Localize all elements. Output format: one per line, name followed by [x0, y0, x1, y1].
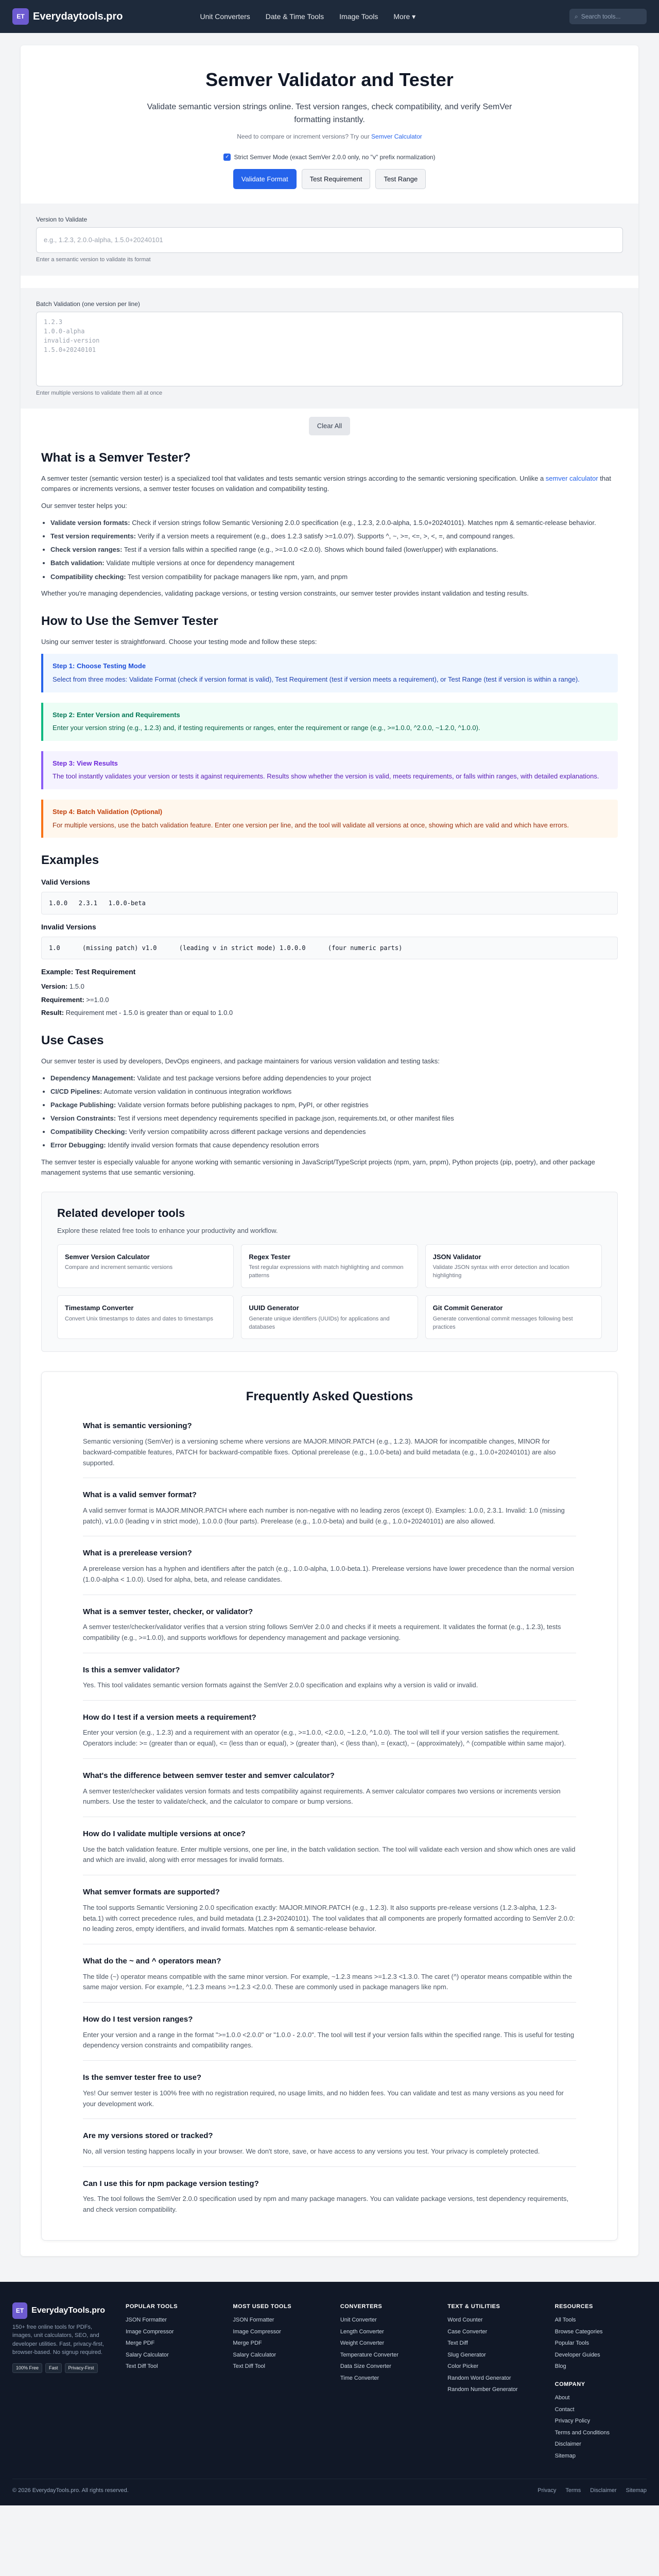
card-desc: Validate JSON syntax with error detection and location highlighting — [432, 1264, 569, 1279]
list-item — [50, 1113, 618, 1124]
list-item-bold: Package Publishing: — [50, 1101, 116, 1109]
related-card-semver-calculator[interactable] — [57, 1244, 234, 1288]
footer-link[interactable]: Text Diff Tool — [233, 2363, 265, 2370]
faq-question[interactable]: Is the semver tester free to use? — [83, 2073, 202, 2082]
footer-bottom — [12, 2479, 647, 2495]
version-input-label: Version to Validate — [36, 216, 88, 224]
faq-question[interactable]: What is a prerelease version? — [83, 1549, 192, 1558]
examples-heading: Examples — [41, 853, 99, 868]
faq-item — [83, 1665, 576, 1701]
example-key: Requirement: — [41, 995, 84, 1004]
faq-item — [83, 1956, 576, 2003]
list-item — [50, 1140, 618, 1150]
footer-column — [340, 2302, 432, 2464]
related-heading: Related developer tools — [57, 1207, 185, 1220]
footer-link[interactable]: All Tools — [554, 2317, 576, 2324]
related-intro: Explore these related free tools to enhance your productivity and workflow. — [57, 1227, 278, 1235]
footer-column-heading: COMPANY — [554, 2381, 585, 2387]
footer-link[interactable]: Word Counter — [447, 2317, 483, 2324]
faq-question[interactable]: Can I use this for npm package version testing? — [83, 2179, 259, 2188]
faq-item — [83, 2014, 576, 2061]
batch-textarea[interactable]: 1.2.3 1.0.0-alpha invalid-version 1.5.0+20240101 — [36, 312, 623, 386]
list-item-bold: Version Constraints: — [50, 1114, 116, 1123]
footer-link[interactable]: Merge PDF — [126, 2340, 155, 2347]
faq-item — [83, 1489, 576, 1536]
related-card-uuid-generator[interactable] — [241, 1295, 418, 1339]
footer-link[interactable]: Sitemap — [554, 2452, 576, 2459]
step-4-box — [41, 800, 618, 838]
step-title: Step 1: Choose Testing Mode — [53, 662, 146, 670]
clear-all-button[interactable]: Clear All — [309, 417, 350, 435]
clear-wrap — [21, 417, 638, 435]
badge: Privacy-First — [65, 2363, 98, 2374]
faq-question[interactable]: What is semantic versioning? — [83, 1421, 192, 1431]
example-value: >=1.0.0 — [86, 995, 109, 1004]
related-tools — [41, 1192, 618, 1352]
hint-text — [57, 132, 602, 141]
faq-item — [83, 1606, 576, 1653]
semver-calculator-link[interactable]: Semver Calculator — [371, 132, 422, 140]
batch-validation-panel — [21, 288, 638, 409]
faq-answer: A valid semver format is MAJOR.MINOR.PATCH where each number is non-negative with no leading zeros (except 0). Examples: 1.0.0, 2.3.1. Invalid: 1.0 (missing patch), v1.0.0 (leading v in strict mode), 1.0.0.0 (four parts). Prerelease (e.g., 1.0.0-beta) and build (e.g., 1.0.0+20240101) are also allowed. — [83, 1506, 565, 1525]
main-card — [21, 45, 638, 2256]
footer-link[interactable]: Salary Calculator — [233, 2351, 276, 2358]
footer-column-heading: MOST USED TOOLS — [233, 2303, 292, 2310]
nav-links — [200, 11, 416, 22]
footer-column-heading: POPULAR TOOLS — [126, 2303, 178, 2310]
list-item-text: Test if versions meet dependency requirements specified in package.json, requirements.txt, or other manifest files — [117, 1114, 454, 1123]
test-requirement-example-heading: Example: Test Requirement — [41, 968, 136, 976]
card-title: UUID Generator — [249, 1304, 299, 1312]
footer-link[interactable]: Browse Categories — [554, 2328, 603, 2335]
related-card-git-commit-generator[interactable] — [425, 1295, 602, 1339]
list-item-text: Validate version formats before publishing packages to npm, PyPI, or other registries — [117, 1101, 369, 1109]
footer-link[interactable]: Developer Guides — [554, 2351, 600, 2358]
card-desc: Generate unique identifiers (UUIDs) for applications and databases — [249, 1315, 390, 1330]
list-item — [50, 558, 618, 568]
footer-link[interactable]: Contact — [554, 2406, 575, 2413]
example-value: 1.5.0 — [69, 982, 84, 991]
footer-columns — [12, 2302, 647, 2464]
footer-link[interactable]: Data Size Converter — [340, 2363, 391, 2370]
card-title: Regex Tester — [249, 1252, 291, 1261]
tab-test-requirement[interactable]: Test Requirement — [302, 169, 371, 190]
card-desc: Test regular expressions with match highlighting and common patterns — [249, 1264, 404, 1279]
page-title: Semver Validator and Tester — [205, 69, 454, 90]
faq-section — [41, 1371, 618, 2240]
example-version — [41, 981, 618, 992]
footer-link[interactable]: Length Converter — [340, 2328, 384, 2335]
step-title: Step 3: View Results — [53, 759, 118, 767]
faq-answer: The tilde (~) operator means compatible with the same minor version. For example, ~1.2.3 means >=1.2.3 <1.3.0. The caret (^) operator means compatible within the same major version. For example, ^1.2.3 means >=1.2.3 <2.0.0. These are commonly used in package managers like npm. — [83, 1972, 572, 1991]
list-item — [50, 572, 618, 582]
step-text: The tool instantly validates your version or tests it against requirements. Results show whether the version is valid, meets requirements, or falls within ranges, with detailed explanations. — [53, 772, 599, 781]
batch-input-label: Batch Validation (one version per line) — [36, 300, 140, 308]
footer-link[interactable]: Popular Tools — [554, 2340, 589, 2347]
copyright: © 2026 EverydayTools.pro. All rights reserved. — [12, 2487, 129, 2494]
step-2-box — [41, 703, 618, 741]
footer-link[interactable]: Text Diff — [447, 2340, 468, 2347]
list-item — [50, 1087, 618, 1097]
faq-answer: A prerelease version has a hyphen and identifiers after the patch (e.g., 1.0.0-alpha, 1.0.0-beta.1). Prerelease versions have lower precedence than the normal version (1.0.0-alpha < 1.0.0). Used for alpha, beta, and release candidates. — [83, 1564, 574, 1583]
faq-item — [83, 1770, 576, 1817]
brand-name: Everydaytools.pro — [33, 11, 123, 22]
version-input-help: Enter a semantic version to validate its format — [36, 257, 151, 263]
footer-link[interactable]: Random Number Generator — [447, 2386, 518, 2393]
footer-link[interactable]: Text Diff Tool — [126, 2363, 158, 2370]
faq-item — [83, 1420, 576, 1478]
footer-badges — [12, 2363, 105, 2374]
footer-link[interactable]: Salary Calculator — [126, 2351, 169, 2358]
what-paragraph-2: Our semver tester helps you: — [41, 502, 127, 510]
step-text: For multiple versions, use the batch validation feature. Enter one version per line, and the tool will validate all versions at once, showing which are valid and which have errors. — [53, 821, 569, 829]
how-intro: Using our semver tester is straightforward. Choose your testing mode and follow these steps: — [41, 638, 317, 646]
example-value: Requirement met - 1.5.0 is greater than or equal to 1.0.0 — [65, 1009, 233, 1017]
footer-link-disclaimer[interactable]: Disclaimer — [590, 2487, 617, 2494]
list-item-text: Test if a version falls within a specified range (e.g., >=1.0.0 <2.0.0). Shows which bound failed (lower/upper) with explanations. — [124, 546, 498, 554]
card-title: JSON Validator — [432, 1252, 481, 1261]
faq-item — [83, 2072, 576, 2119]
faq-question[interactable]: What's the difference between semver tester and semver calculator? — [83, 1771, 335, 1781]
footer-link[interactable]: Disclaimer — [554, 2441, 581, 2448]
faq-item — [83, 1712, 576, 1759]
list-item — [50, 1100, 618, 1110]
footer-link-terms[interactable]: Terms — [565, 2487, 581, 2494]
example-key: Result: — [41, 1009, 64, 1017]
footer — [0, 2282, 659, 2505]
faq-answer: Yes! Our semver tester is 100% free with no registration required, no usage limits, and no hidden fees. You can validate and test as many versions as you need for your development work. — [83, 2089, 564, 2108]
semver-calculator-inline-link[interactable]: semver calculator — [545, 474, 598, 482]
related-card-json-validator[interactable] — [425, 1244, 602, 1288]
brand-logo[interactable] — [12, 8, 123, 25]
list-item — [50, 531, 618, 541]
nav-link-image-tools[interactable]: Image Tools — [339, 12, 378, 21]
faq-item — [83, 2178, 576, 2225]
invalid-versions-code: 1.0 (missing patch) v1.0 (leading v in strict mode) 1.0.0.0 (four numeric parts) — [41, 937, 618, 959]
footer-link[interactable]: Image Compressor — [126, 2328, 174, 2335]
list-item-text: Check if version strings follow Semantic Versioning 2.0.0 specification (e.g., 1.2.3, 2.0.0-alpha, 1.5.0+20240101). Matches npm & semantic-release behavior. — [132, 518, 596, 527]
related-card-timestamp-converter[interactable] — [57, 1295, 234, 1339]
faq-question[interactable]: What is a semver tester, checker, or validator? — [83, 1607, 253, 1616]
checkbox-checked-icon[interactable]: ✓ — [223, 154, 231, 161]
faq-answer: No, all version testing happens locally in your browser. We don't store, save, or have access to any versions you test. Your privacy is completely protected. — [83, 2147, 540, 2155]
related-card-regex-tester[interactable] — [241, 1244, 418, 1288]
step-text: Enter your version string (e.g., 1.2.3) and, if testing requirements or ranges, enter the requirement or range (e.g., >=1.0.0, ^2.0.0, ~1.2.0, ^1.0.0). — [53, 724, 480, 732]
footer-link[interactable]: JSON Formatter — [126, 2317, 167, 2324]
faq-answer: The tool supports Semantic Versioning 2.0.0 specification exactly: MAJOR.MINOR.PATCH (e.g., 1.2.3). It also supports pre-release versions (1.2.3-alpha, 1.2.3-beta.1) with correct precedence rules, and build metadata (1.2.3+20240101). The tool validates that all components are properly formatted according to SemVer 2.0.0: no leading zeros, empty identifiers, and invalid formats. Matches npm & semantic-release behavior. — [83, 1903, 575, 1933]
footer-link[interactable]: Merge PDF — [233, 2340, 262, 2347]
top-navbar — [0, 0, 659, 33]
hint-prefix: Need to compare or increment versions? Try our — [237, 132, 370, 140]
badge: 100% Free — [12, 2363, 42, 2374]
list-item-bold: CI/CD Pipelines: — [50, 1087, 102, 1095]
faq-answer: Use the batch validation feature. Enter multiple versions, one per line, in the batch validation section. The tool will validate each version and show which ones are valid and which are invalid, along with error messages for invalid formats. — [83, 1845, 576, 1864]
list-item-bold: Test version requirements: — [50, 532, 136, 540]
faq-question[interactable]: What semver formats are supported? — [83, 1888, 220, 1897]
faq-answer: A semver tester/checker validates version formats and tests compatibility against requirements. A semver calculator compares two versions or increments version numbers. Use the tester to validate/check, and the calculator to compare or bump versions. — [83, 1787, 561, 1806]
search-box[interactable] — [569, 9, 647, 24]
list-item-bold: Dependency Management: — [50, 1074, 135, 1082]
footer-link[interactable]: Case Converter — [447, 2328, 488, 2335]
faq-question[interactable]: How do I test if a version meets a requirement? — [83, 1713, 256, 1722]
footer-link[interactable]: Random Word Generator — [447, 2375, 511, 2381]
faq-question[interactable]: Are my versions stored or tracked? — [83, 2131, 213, 2141]
what-list — [50, 518, 618, 582]
footer-link[interactable]: About — [554, 2395, 570, 2401]
footer-logo[interactable] — [12, 2302, 105, 2319]
list-item-text: Verify version compatibility across different package versions and dependencies — [129, 1128, 366, 1136]
use-cases-list — [50, 1073, 618, 1151]
list-item-text: Validate and test package versions before adding dependencies to your project — [137, 1074, 371, 1082]
footer-column-heading: CONVERTERS — [340, 2303, 383, 2310]
content — [21, 449, 638, 1179]
faq-question[interactable]: How do I validate multiple versions at once? — [83, 1829, 246, 1839]
list-item — [50, 1073, 618, 1083]
card-desc: Generate conventional commit messages following best practices — [432, 1315, 573, 1330]
nav-link-more[interactable]: More ▾ — [393, 12, 416, 21]
tab-test-range[interactable]: Test Range — [375, 169, 426, 190]
batch-input-help: Enter multiple versions to validate them all at once — [36, 389, 163, 396]
footer-link[interactable]: Slug Generator — [447, 2351, 486, 2358]
logo-mark: ET — [12, 2302, 27, 2319]
step-text: Select from three modes: Validate Format (check if version format is valid), Test Requirement (test if version meets a requirement), or Test Range (test if version is within a range). — [53, 675, 580, 683]
footer-column — [233, 2302, 324, 2464]
footer-bottom-links — [537, 2486, 647, 2495]
faq-question[interactable]: Is this a semver validator? — [83, 1665, 180, 1674]
faq-item — [83, 2130, 576, 2166]
card-title: Git Commit Generator — [432, 1304, 503, 1312]
what-paragraph-1 — [41, 473, 618, 495]
list-item-text: Automate version validation in continuous integration workflows — [103, 1087, 292, 1095]
badge: Fast — [45, 2363, 62, 2374]
footer-link[interactable]: Weight Converter — [340, 2340, 385, 2347]
list-item-bold: Check version ranges: — [50, 546, 123, 554]
faq-item — [83, 1548, 576, 1595]
what-heading: What is a Semver Tester? — [41, 450, 191, 465]
valid-versions-heading: Valid Versions — [41, 878, 90, 887]
step-title: Step 2: Enter Version and Requirements — [53, 710, 180, 719]
list-item-text: Test version compatibility for package managers like npm, yarn, and pnpm — [128, 572, 348, 581]
use-cases-intro: Our semver tester is used by developers, DevOps engineers, and package maintainers for various version validation and testing tasks: — [41, 1057, 440, 1065]
faq-list — [83, 1420, 576, 2224]
step-3-box — [41, 751, 618, 789]
card-title: Timestamp Converter — [65, 1304, 134, 1312]
footer-brand — [12, 2302, 105, 2464]
strict-mode-label: Strict Semver Mode (exact SemVer 2.0.0 only, no "v" prefix normalization) — [234, 153, 436, 161]
footer-link-privacy[interactable]: Privacy — [537, 2487, 557, 2494]
faq-item — [83, 1887, 576, 1944]
footer-link[interactable]: Privacy Policy — [554, 2418, 591, 2425]
nav-link-date-time[interactable]: Date & Time Tools — [265, 12, 324, 21]
list-item-bold: Compatibility checking: — [50, 572, 126, 581]
search-placeholder: Search tools... — [581, 13, 621, 20]
faq-answer: Enter your version (e.g., 1.2.3) and a requirement with an operator (e.g., >=1.0.0, <2.0.0, ~1.2.0, ^1.0.0). The tool will tell if your version satisfies the requirement. Operators include: >= (greater than or equal), <= (less than or equal), > (greater than), < (less than), = (exact), ~ (approximately), ^ (compatible within same major). — [83, 1728, 566, 1748]
use-cases-outro: The semver tester is especially valuable for anyone working with semantic versioning in JavaScript/TypeScript projects (npm, yarn, pnpm), Python projects (pip, poetry), and other package management systems that use semantic versioning. — [41, 1158, 595, 1177]
faq-answer: Yes. This tool validates semantic version formats against the SemVer 2.0.0 specification and explains why a version is valid or invalid. — [83, 1681, 478, 1689]
footer-description: 150+ free online tools for PDFs, images, unit calculators, SEO, and developer utilities. Fast, privacy-first, browser-based. No signup required. — [12, 2324, 104, 2356]
list-item-text: Validate multiple versions at once for dependency management — [106, 559, 294, 567]
list-item — [50, 1127, 618, 1137]
footer-link[interactable]: Time Converter — [340, 2375, 379, 2381]
footer-column-heading: RESOURCES — [554, 2303, 593, 2310]
footer-link-columns — [126, 2302, 647, 2464]
faq-question[interactable]: How do I test version ranges? — [83, 2015, 193, 2024]
faq-heading: Frequently Asked Questions — [246, 1389, 413, 1404]
footer-column — [447, 2302, 539, 2464]
valid-versions-code: 1.0.0 2.3.1 1.0.0-beta — [41, 892, 618, 914]
faq-answer: A semver tester/checker/validator verifies that a version string follows SemVer 2.0.0 and checks if it meets a requirement. It validates the format (e.g., 1.2.3), tests compatibility (e.g., >=1.0.0), and supports workflows for dependency management and package versioning. — [83, 1623, 561, 1641]
footer-link[interactable]: JSON Formatter — [233, 2317, 274, 2324]
invalid-versions-heading: Invalid Versions — [41, 923, 96, 931]
faq-answer: Enter your version and a range in the format ">=1.0.0 <2.0.0" or "1.0.0 - 2.0.0". The tool will test if your version falls within the specified range. This is useful for testing dependency version constraints and compatibility ranges. — [83, 2030, 575, 2049]
example-result — [41, 1008, 618, 1018]
footer-link[interactable]: Terms and Conditions — [554, 2429, 610, 2436]
example-key: Version: — [41, 982, 68, 991]
footer-column-heading: TEXT & UTILITIES — [447, 2303, 500, 2310]
card-desc: Convert Unix timestamps to dates and dates to timestamps — [65, 1315, 213, 1322]
mode-tabs — [57, 169, 602, 190]
footer-column — [126, 2302, 217, 2464]
how-heading: How to Use the Semver Tester — [41, 614, 218, 629]
faq-answer: Semantic versioning (SemVer) is a versioning scheme where versions are MAJOR.MINOR.PATCH (e.g., 1.2.3). MAJOR for incompatible changes, MINOR for backward-compatible features, PATCH for backward-compatible fixes. Optional prerelease (e.g., 1.0.0-beta) and build metadata (e.g., 1.0.0+20240101) are also supported. — [83, 1437, 556, 1467]
single-validation-panel — [21, 204, 638, 276]
faq-answer: Yes. The tool follows the SemVer 2.0.0 specification used by npm and many package managers. You can validate package versions, test dependency requirements, and check version compatibility. — [83, 2195, 569, 2213]
list-item-bold: Validate version formats: — [50, 518, 130, 527]
footer-column — [555, 2302, 647, 2464]
list-item-bold: Compatibility Checking: — [50, 1128, 127, 1136]
faq-item — [83, 1828, 576, 1875]
example-requirement — [41, 995, 618, 1005]
footer-link-sitemap[interactable]: Sitemap — [626, 2487, 647, 2494]
what-paragraph-3: Whether you're managing dependencies, validating package versions, or testing version constraints, our semver tester provides instant validation and testing results. — [41, 589, 529, 597]
footer-link[interactable]: Blog — [554, 2363, 566, 2370]
what-p1-end: that compares or increments versions, a semver tester focuses on validation and compatibility testing. — [41, 474, 611, 493]
list-item-text: Identify invalid version formats that cause dependency resolution errors — [108, 1141, 319, 1149]
list-item-bold: Batch validation: — [50, 559, 105, 567]
what-p1-text: A semver tester (semantic version tester) is a specialized tool that validates and tests semantic version strings according to the semantic versioning specification. Unlike a — [41, 474, 544, 482]
footer-brand-name: EverydayTools.pro — [31, 2306, 105, 2315]
related-grid — [57, 1244, 602, 1340]
card-desc: Compare and increment semantic versions — [65, 1264, 173, 1271]
footer-link[interactable]: Color Picker — [447, 2363, 479, 2370]
tab-validate-format[interactable]: Validate Format — [233, 169, 297, 190]
footer-link[interactable]: Image Compressor — [233, 2328, 281, 2335]
faq-question[interactable]: What do the ~ and ^ operators mean? — [83, 1957, 221, 1966]
list-item-bold: Error Debugging: — [50, 1141, 106, 1149]
list-item — [50, 518, 618, 528]
hero — [21, 66, 638, 189]
logo-mark: ET — [12, 8, 29, 25]
search-icon: ⌕ — [575, 13, 578, 20]
nav-link-unit-converters[interactable]: Unit Converters — [200, 12, 250, 21]
list-item-text: Verify if a version meets a requirement (e.g., does 1.2.3 satisfy >=1.0.0?). Supports ^, ~, >=, <=, >, <, =, and compound ranges. — [137, 532, 515, 540]
list-item — [50, 545, 618, 555]
page-subtitle: Validate semantic version strings online. Test version ranges, check compatibility, and verify SemVer formatting instantly. — [147, 103, 512, 124]
strict-mode-checkbox[interactable] — [57, 152, 602, 162]
step-1-box — [41, 654, 618, 692]
use-cases-heading: Use Cases — [41, 1033, 104, 1047]
version-input[interactable]: e.g., 1.2.3, 2.0.0-alpha, 1.5.0+20240101 — [36, 227, 623, 253]
faq-question[interactable]: What is a valid semver format? — [83, 1490, 197, 1500]
footer-link[interactable]: Temperature Converter — [340, 2351, 398, 2358]
step-title: Step 4: Batch Validation (Optional) — [53, 808, 163, 816]
footer-link[interactable]: Unit Converter — [340, 2317, 377, 2324]
card-title: Semver Version Calculator — [65, 1252, 150, 1261]
